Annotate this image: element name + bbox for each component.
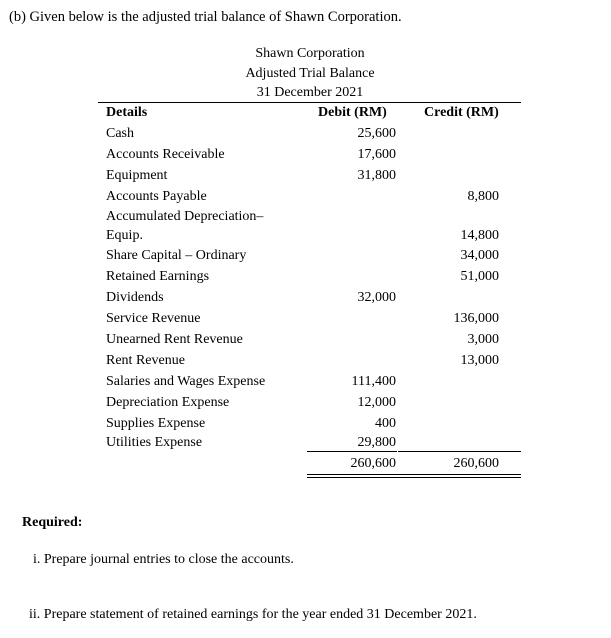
row-debit: 32,000 [357,290,396,305]
row-label: Cash [106,126,134,141]
row-label: Accumulated Depreciation– [106,209,264,224]
row-credit: 14,800 [460,228,499,243]
row-label: Accounts Payable [106,189,207,204]
row-label: Retained Earnings [106,269,210,284]
statement-title: Adjusted Trial Balance [245,65,375,81]
statement-header [210,44,410,103]
row-label: Equipment [106,168,168,183]
row-label: Utilities Expense [106,435,203,450]
row-label: Share Capital – Ordinary [106,248,247,263]
row-label: Accounts Receivable [106,147,225,162]
row-credit: 34,000 [460,248,499,263]
intro-text: (b) Given below is the adjusted trial balance of Shawn Corporation. [9,9,402,25]
row-credit: 136,000 [453,311,499,326]
row-debit: 400 [375,416,396,431]
required-heading: Required: [22,515,83,530]
total-double-rule-1 [307,474,521,475]
column-header-debit: Debit (RM) [318,105,387,120]
row-credit: 51,000 [460,269,499,284]
row-label: Supplies Expense [106,416,206,431]
row-label: Equip. [106,228,143,243]
required-item-1: i. Prepare journal entries to close the accounts. [33,552,294,567]
credit-subtotal-rule [398,451,521,452]
debit-total: 260,600 [350,456,396,471]
row-debit: 25,600 [357,126,396,141]
row-label: Depreciation Expense [106,395,230,410]
row-credit: 3,000 [467,332,499,347]
row-credit: 13,000 [460,353,499,368]
row-credit: 8,800 [467,189,499,204]
row-debit: 29,800 [357,435,396,450]
table-top-rule [98,102,521,103]
row-label: Unearned Rent Revenue [106,332,243,347]
column-header-details: Details [106,105,148,120]
row-label: Dividends [106,290,164,305]
row-label: Salaries and Wages Expense [106,374,266,389]
row-label: Rent Revenue [106,353,185,368]
debit-subtotal-rule [307,451,397,452]
credit-total: 260,600 [453,456,499,471]
row-debit: 17,600 [357,147,396,162]
total-double-rule-2 [307,477,521,478]
column-header-credit: Credit (RM) [424,105,499,120]
row-debit: 111,400 [351,374,396,389]
row-label: Service Revenue [106,311,201,326]
statement-date: 31 December 2021 [256,85,364,100]
required-item-2: ii. Prepare statement of retained earnings for the year ended 31 December 2021. [29,607,477,622]
row-debit: 12,000 [357,395,396,410]
company-name: Shawn Corporation [255,46,365,61]
row-debit: 31,800 [357,168,396,183]
